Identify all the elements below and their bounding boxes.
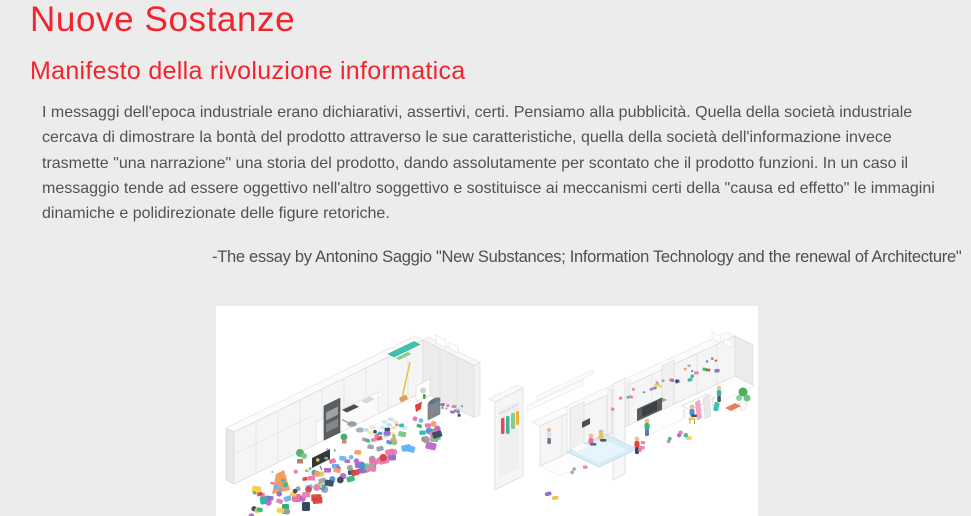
paragraph-line: I messaggi dell'epoca industriale erano dichiarativi, assertivi, certi. Pensiamo alla pubblicità. Quella della società industriale bbox=[42, 104, 913, 121]
oven-column bbox=[324, 398, 340, 440]
illustration-apartment-interior-image bbox=[487, 306, 758, 516]
person-standing-left bbox=[547, 428, 552, 444]
figure-panel bbox=[216, 306, 758, 516]
page-subtitle: Manifesto della rivoluzione informatica bbox=[30, 57, 466, 85]
paragraph-line: trasmette "una narrazione" una storia del prodotto, dando assolutamente per scontato che il prodotto funzioni. In un caso il bbox=[42, 154, 909, 172]
person-standing-green bbox=[717, 386, 722, 402]
apartment-structure bbox=[489, 332, 755, 490]
essay-attribution: -The essay by Antonino Saggio "New Substances; Information Technology and the renewal of Architecture" bbox=[212, 248, 962, 266]
page-title: Nuove Sostanze bbox=[30, 0, 296, 39]
paragraph-line: dinamiche e polidirezionate delle figure retoriche. bbox=[42, 205, 390, 223]
intro-paragraph bbox=[42, 100, 935, 226]
person-standing-teal bbox=[645, 419, 650, 436]
cabinet-wall bbox=[226, 335, 480, 484]
paragraph-line: cercava di dimostrare la bontà del prodotto attraverso le sue caratteristiche, quella della società dell'informazione invece bbox=[42, 129, 892, 147]
illustration-kitchen-objects-image bbox=[216, 306, 487, 516]
paragraph-line: messaggio tende ad essere oggettivo nell'altro soggettivo e sostituisce ai meccanismi certi della "causa ed effetto" le immagini bbox=[42, 179, 935, 197]
